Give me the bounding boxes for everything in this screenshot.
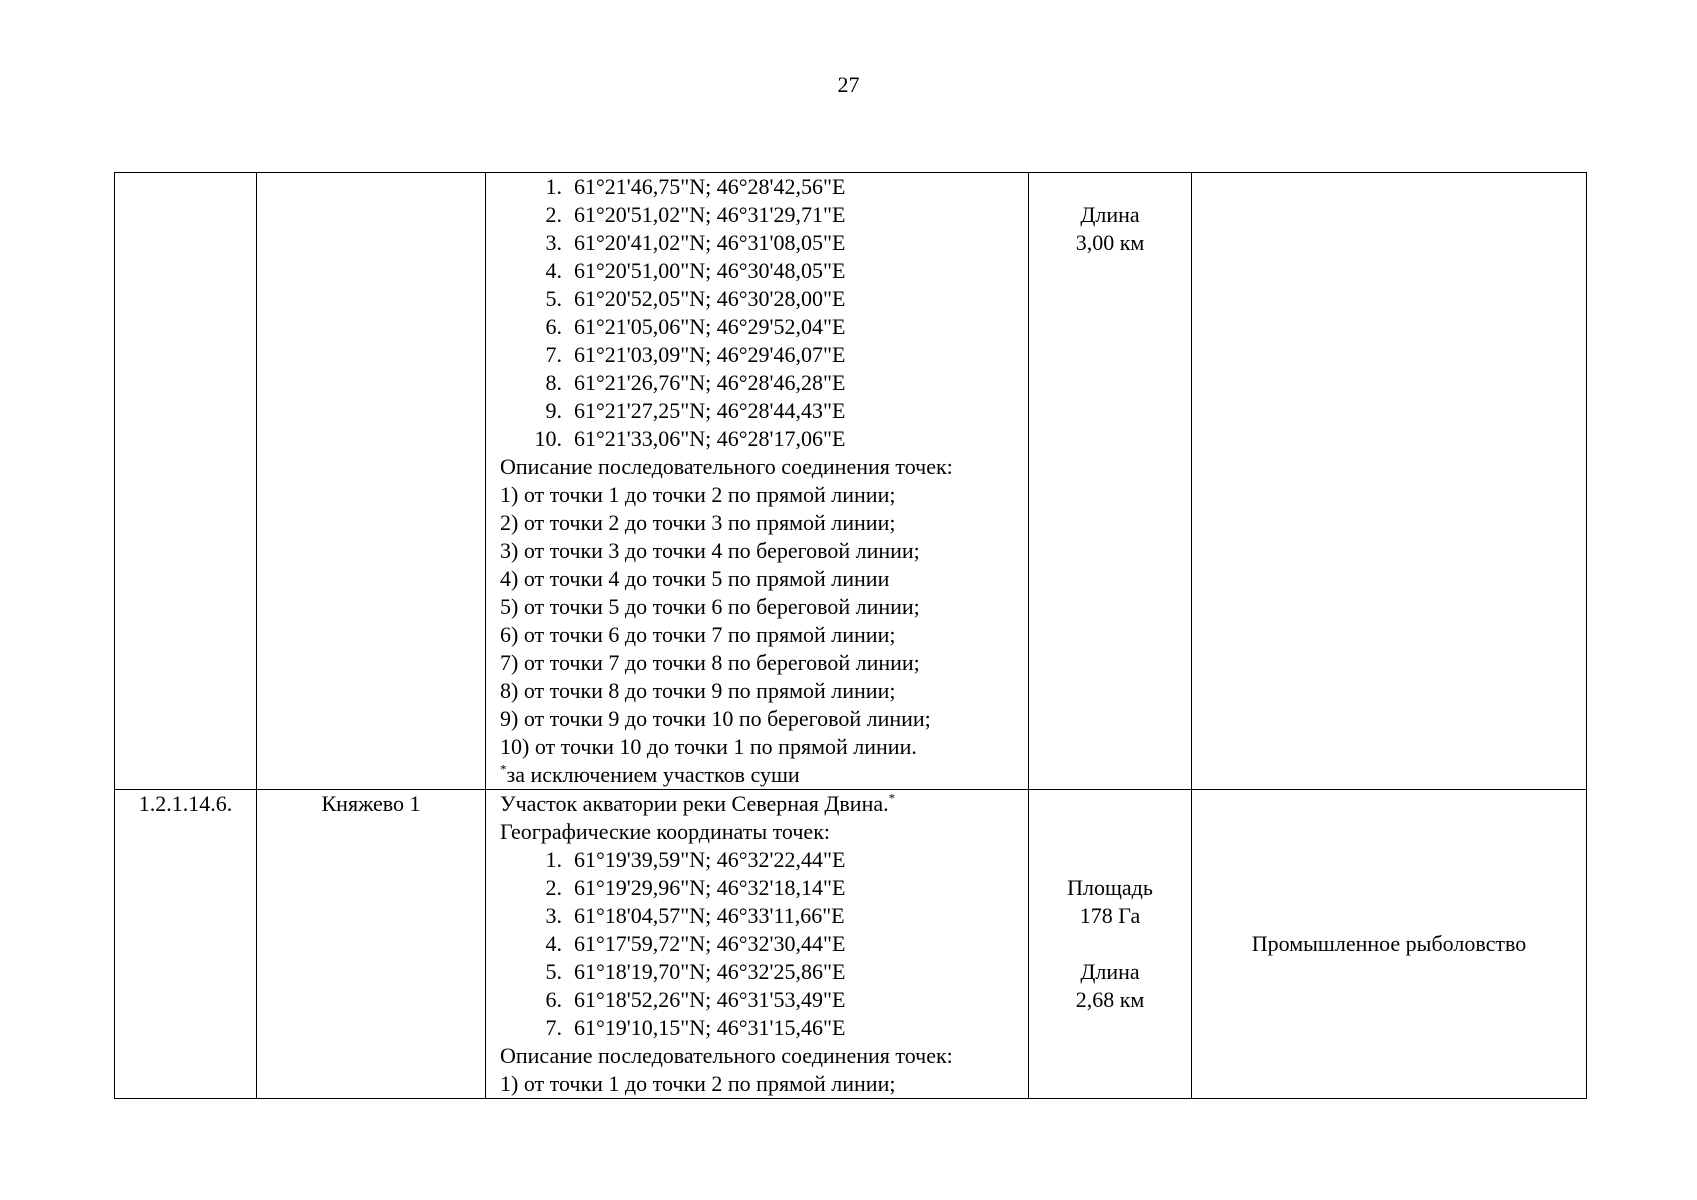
coordinate-value: 61°21'05,06"N; 46°29'52,04"E xyxy=(574,314,846,339)
coordinate-value: 61°21'33,06"N; 46°28'17,06"E xyxy=(574,426,846,451)
intro-footnote-mark: * xyxy=(888,790,896,806)
coordinate-value: 61°21'26,76"N; 46°28'46,28"E xyxy=(574,370,846,395)
coordinate-item xyxy=(500,1014,1022,1042)
site-description-cell xyxy=(486,173,1029,790)
length-value: 2,68 км xyxy=(1075,987,1145,1012)
coordinate-index: 4. xyxy=(545,931,562,956)
site-description-cell xyxy=(486,790,1029,1099)
connection-item: 6) от точки 6 до точки 7 по прямой линии; xyxy=(500,622,896,647)
coordinate-item xyxy=(500,425,1022,453)
coords-title: Географические координаты точек: xyxy=(500,819,830,844)
coordinate-index: 7. xyxy=(545,342,562,367)
coordinate-index: 1. xyxy=(545,174,562,199)
coordinate-value: 61°18'04,57"N; 46°33'11,66"E xyxy=(574,903,845,928)
usage-cell: Промышленное рыболовство xyxy=(1192,790,1587,1099)
coordinate-item xyxy=(500,257,1022,285)
footnote xyxy=(500,761,1022,789)
length-value: 3,00 км xyxy=(1075,230,1145,255)
coordinate-index: 4. xyxy=(545,258,562,283)
metrics-cell xyxy=(1029,173,1192,790)
connection-title: Описание последовательного соединения точек: xyxy=(500,454,953,479)
footnote-text: за исключением участков суши xyxy=(506,762,800,787)
site-intro-text: Участок акватории реки Северная Двина. xyxy=(500,791,889,816)
coordinate-value: 61°21'03,09"N; 46°29'46,07"E xyxy=(574,342,846,367)
coordinate-value: 61°20'41,02"N; 46°31'08,05"E xyxy=(574,230,846,255)
coordinate-value: 61°19'39,59"N; 46°32'22,44"E xyxy=(574,847,846,872)
site-name-cell: Княжево 1 xyxy=(257,790,486,1099)
coordinate-index: 9. xyxy=(545,398,562,423)
coordinate-index: 10. xyxy=(534,426,562,451)
table-row xyxy=(115,173,1587,790)
connection-item: 5) от точки 5 до точки 6 по береговой линии; xyxy=(500,594,920,619)
page-number: 27 xyxy=(837,72,860,97)
coordinate-index: 2. xyxy=(545,202,562,227)
coordinate-item xyxy=(500,313,1022,341)
coordinate-item xyxy=(500,930,1022,958)
coordinate-value: 61°20'51,00"N; 46°30'48,05"E xyxy=(574,258,846,283)
coordinate-item xyxy=(500,958,1022,986)
usage-cell xyxy=(1192,173,1587,790)
connection-item: 3) от точки 3 до точки 4 по береговой линии; xyxy=(500,538,920,563)
site-intro xyxy=(500,790,1022,818)
footnote-mark: * xyxy=(500,761,507,777)
coordinate-index: 1. xyxy=(545,847,562,872)
coordinate-index: 6. xyxy=(545,987,562,1012)
coordinate-item xyxy=(500,201,1022,229)
coordinate-item xyxy=(500,986,1022,1014)
connection-item: 1) от точки 1 до точки 2 по прямой линии; xyxy=(500,1071,896,1096)
coordinate-index: 6. xyxy=(545,314,562,339)
coordinate-item xyxy=(500,173,1022,201)
regions-table xyxy=(114,172,1587,1099)
coordinate-item xyxy=(500,341,1022,369)
connection-item: 9) от точки 9 до точки 10 по береговой линии; xyxy=(500,706,931,731)
length-label: Длина xyxy=(1080,202,1140,227)
coordinate-index: 5. xyxy=(545,959,562,984)
coordinate-value: 61°21'27,25"N; 46°28'44,43"E xyxy=(574,398,846,423)
site-name-cell xyxy=(257,173,486,790)
connection-item: 8) от точки 8 до точки 9 по прямой линии; xyxy=(500,678,896,703)
coordinate-list xyxy=(500,173,1022,453)
coordinate-index: 5. xyxy=(545,286,562,311)
coordinate-value: 61°18'19,70"N; 46°32'25,86"E xyxy=(574,959,846,984)
length-label: Длина xyxy=(1080,959,1140,984)
coordinate-value: 61°19'10,15"N; 46°31'15,46"E xyxy=(574,1015,846,1040)
connection-item: 10) от точки 10 до точки 1 по прямой линии. xyxy=(500,734,917,759)
connection-item: 7) от точки 7 до точки 8 по береговой линии; xyxy=(500,650,920,675)
coordinate-item xyxy=(500,846,1022,874)
coordinate-value: 61°20'51,02"N; 46°31'29,71"E xyxy=(574,202,846,227)
coordinate-index: 2. xyxy=(545,875,562,900)
connection-title: Описание последовательного соединения точек: xyxy=(500,1043,953,1068)
connection-item: 2) от точки 2 до точки 3 по прямой линии; xyxy=(500,510,896,535)
coordinate-index: 3. xyxy=(545,903,562,928)
connection-item: 1) от точки 1 до точки 2 по прямой линии; xyxy=(500,482,896,507)
coordinate-index: 7. xyxy=(545,1015,562,1040)
coordinate-list xyxy=(500,846,1022,1042)
coordinate-item xyxy=(500,229,1022,257)
coordinate-value: 61°18'52,26"N; 46°31'53,49"E xyxy=(574,987,846,1012)
connection-list xyxy=(500,1070,1022,1098)
coordinate-item xyxy=(500,369,1022,397)
area-label: Площадь xyxy=(1067,875,1153,900)
metrics-cell xyxy=(1029,790,1192,1099)
coordinate-index: 3. xyxy=(545,230,562,255)
coordinate-value: 61°17'59,72"N; 46°32'30,44"E xyxy=(574,931,846,956)
coordinate-item xyxy=(500,902,1022,930)
coordinate-item xyxy=(500,285,1022,313)
coordinate-item xyxy=(500,874,1022,902)
row-number-cell: 1.2.1.14.6. xyxy=(115,790,257,1099)
coordinate-value: 61°20'52,05"N; 46°30'28,00"E xyxy=(574,286,846,311)
area-value: 178 Га xyxy=(1079,903,1141,928)
coordinate-item xyxy=(500,397,1022,425)
row-number-cell xyxy=(115,173,257,790)
connection-list xyxy=(500,481,1022,761)
coordinate-value: 61°21'46,75"N; 46°28'42,56"E xyxy=(574,174,846,199)
coordinate-index: 8. xyxy=(545,370,562,395)
coordinate-value: 61°19'29,96"N; 46°32'18,14"E xyxy=(574,875,846,900)
connection-item: 4) от точки 4 до точки 5 по прямой линии xyxy=(500,566,890,591)
table-row xyxy=(115,790,1587,1099)
